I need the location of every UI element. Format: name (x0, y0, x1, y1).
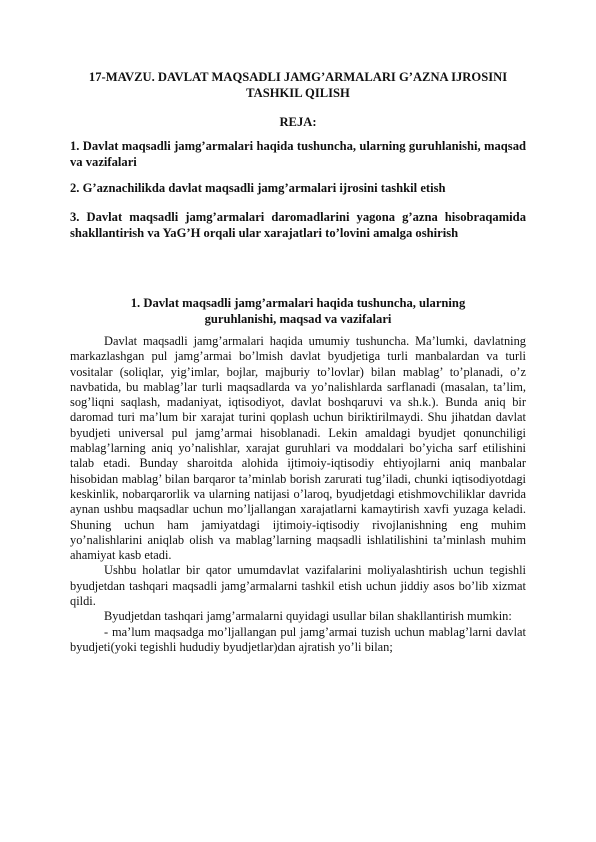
paragraph-4: - ma’lum maqsadga mo’ljallangan pul jamg’armai tuzish uchun mablag’larni davlat byudjeti(yoki tegishli hududiy byudjetlar)dan ajratish yo’li bilan; (70, 624, 526, 654)
plan-item-1: 1. Davlat maqsadli jamg’armalari haqida tushuncha, ularning guruhlanishi, maqsad va vazifalari (70, 139, 526, 169)
plan-item-3: 3. Davlat maqsadli jamg’armalari daromadlarini yagona g’azna hisobraqamida shakllantirish va YaG’H orqali ular xarajatlari to’lovini amalga oshirish (70, 210, 526, 240)
body-text (70, 334, 526, 655)
section-title: 1. Davlat maqsadli jamg’armalari haqida tushuncha, ularning guruhlanishi, maqsad va vazifalari (130, 296, 466, 326)
paragraph-3: Byudjetdan tashqari jamg’armalarni quyidagi usullar bilan shakllantirish mumkin: (104, 609, 512, 624)
document-title: 17-MAVZU. DAVLAT MAQSADLI JAMG’ARMALARI G’AZNA IJROSINI TASHKIL QILISH (88, 70, 508, 100)
plan-item-2: 2. G’aznachilikda davlat maqsadli jamg’armalari ijrosini tashkil etish (70, 181, 446, 195)
plan-heading: REJA: (279, 115, 317, 129)
paragraph-1: Davlat maqsadli jamg’armalari haqida umumiy tushuncha. Ma’lumki, davlatning markazlashgan pul jamg’armai bo’lmish davlat byudjetiga turli manbalardan va turli vositalar (soliqlar, yig’imlar, bojlar, majburiy to’lovlar) bilan mablag’ to’planadi, o’z navbatida, bu mablag’lar turli maqsadlarda va yo’nalishlarda sarflanadi (masalan, ta’lim, sog’liqni saqlash, madaniyat, iqtisodiyot, davlat boshqaruvi va sh.k.). Bunda aniq bir daromad turi ma’lum bir xarajat turini qoplash uchun biriktirilmaydi. Shu jihatdan davlat byudjeti universal pul jamg’armai hisoblanadi. Lekin amaldagi byudjet qonunchiligi mablag’larning aniq yo’nalishlar, xarajat guruhlari va moddalari bo’yicha sarf etilishini talab etadi. Bunday sharoitda alohida ijtimoiy-iqtisodiy ehtiyojlarni aniq manbalar hisobidan mablag’ bilan barqaror ta’minlab borish zarurati tug’iladi, chunki iqtisodiyotdagi keskinlik, nobarqarorlik va ularning natijasi o’laroq, byudjetdagi etishmovchiliklar davrida aynan ushbu maqsadlar uchun mo’ljallangan xarajatlarni kamaytirish xavfi yuzaga keladi. Shuning uchun ham jamiyatdagi ijtimoiy-iqtisodiy rivojlanishning eng muhim yo’nalishlarini aniqlab olish va mablag’larning maqsadli ishlatilishini ta’minlash muhim ahamiyat kasb etadi. (70, 334, 526, 563)
paragraph-2: Ushbu holatlar bir qator umumdavlat vazifalarini moliyalashtirish uchun tegishli byudjetdan tashqari maqsadli jamg’armalarni tashkil etish uchun jiddiy asos bo’lib xizmat qildi. (70, 563, 526, 609)
